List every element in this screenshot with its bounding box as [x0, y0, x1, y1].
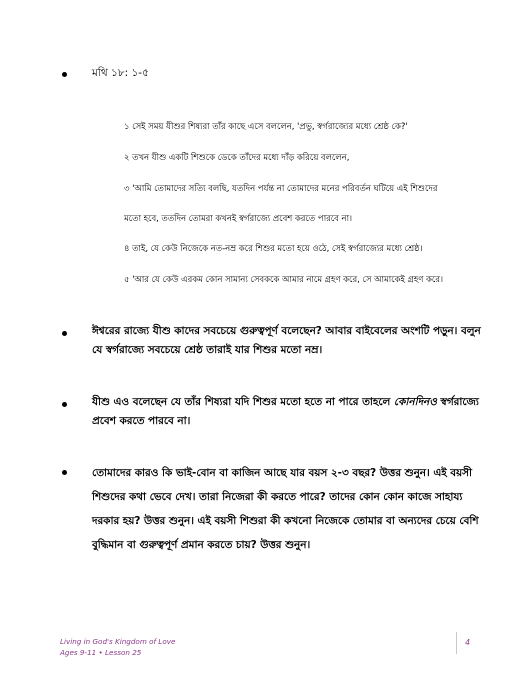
scripture-reference: মথি ১৮: ১-৫: [92, 67, 149, 79]
footer-lesson-info: [60, 636, 175, 658]
footer-title: Living in God's Kingdom of Love: [60, 637, 176, 646]
paragraph-2-emphasis: কোনদিনও: [393, 396, 437, 408]
verse-3-continued: মতো হবে, ততদিন তোমরা কখনই স্বর্গরাজ্যে প্রবেশ করতে পারবে না।: [124, 214, 352, 224]
verse-1: ১ সেই সময় যীশুর শিষ্যরা তাঁর কাছে এসে বললেন, 'প্রভু, স্বর্গরাজ্যের মধ্যে শ্রেষ্ঠ কে?': [124, 122, 408, 132]
verse-5: ৫ 'আর যে কেউ এরকম কোন সামান্য সেবককে আমার নামে গ্রহণ করে, সে আমাকেই গ্রহণ করে।: [124, 275, 443, 285]
footer-subtitle: Ages 9-11 • Lesson 25: [60, 648, 142, 657]
bullet-paragraph-3: [62, 470, 67, 475]
verse-4: ৪ তাই, যে কেউ নিজেকে নত-নম্র করে শিশুর মতো হয়ে ওঠে, সেই স্বর্গরাজ্যের মধ্যে শ্রেষ্ঠ।: [124, 244, 423, 254]
bullet-paragraph-2: [62, 402, 67, 407]
footer-divider: [456, 632, 457, 654]
verse-2: ২ তখন যীশু একটি শিশুকে ডেকে তাঁদের মধ্যে দাঁড় করিয়ে বললেন,: [124, 153, 350, 163]
paragraph-2-text-end: স্বর্গরাজ্যে প্রবেশ করতে পারবে না।: [92, 396, 479, 427]
verse-3: ৩ 'আমি তোমাদের সত্যি বলছি, যতদিন পর্যন্ত না তোমাদের মনের পরিবর্তন ঘটিয়ে এই শিশুদের: [124, 184, 438, 194]
paragraph-2-text: যীশু এও বলেছেন যে তাঁর শিষ্যরা যদি শিশুর মতো হতে না পারে তাহলে: [92, 396, 394, 408]
page-number: 4: [465, 638, 471, 647]
paragraph-3: তোমাদের কারও কি ভাই-বোন বা কাজিন আছে যার বয়স ২-৩ বছর? উত্তর শুনুন। এই বয়সী শিশুদের কথা ভেবে দেখ। তারা নিজেরা কী করতে পারে? তাদের কোন কোন কাজে সাহায্য দরকার হয়? উত্তর শুনুন। এই বয়সী শিশুরা কী কখনো নিজেকে তোমার বা অন্যদের চেয়ে বেশি বুদ্ধিমান বা গুরুত্বপূর্ণ প্রমান করতে চায়? উত্তর শুনুন।: [92, 467, 479, 551]
paragraph-1: ঈশ্বরের রাজ্যে যীশু কাদের সবচেয়ে গুরুত্বপূর্ণ বলেছেন? আবার বাইবেলের অংশটি পড়ুন। বলুন যে স্বর্গরাজ্যে সবচেয়ে শ্রেষ্ঠ তারাই যার শিশুর মতো নম্র।: [92, 325, 481, 356]
paragraph-2: [92, 393, 487, 431]
bullet-reference: [62, 72, 67, 77]
bullet-paragraph-1: [62, 331, 67, 336]
